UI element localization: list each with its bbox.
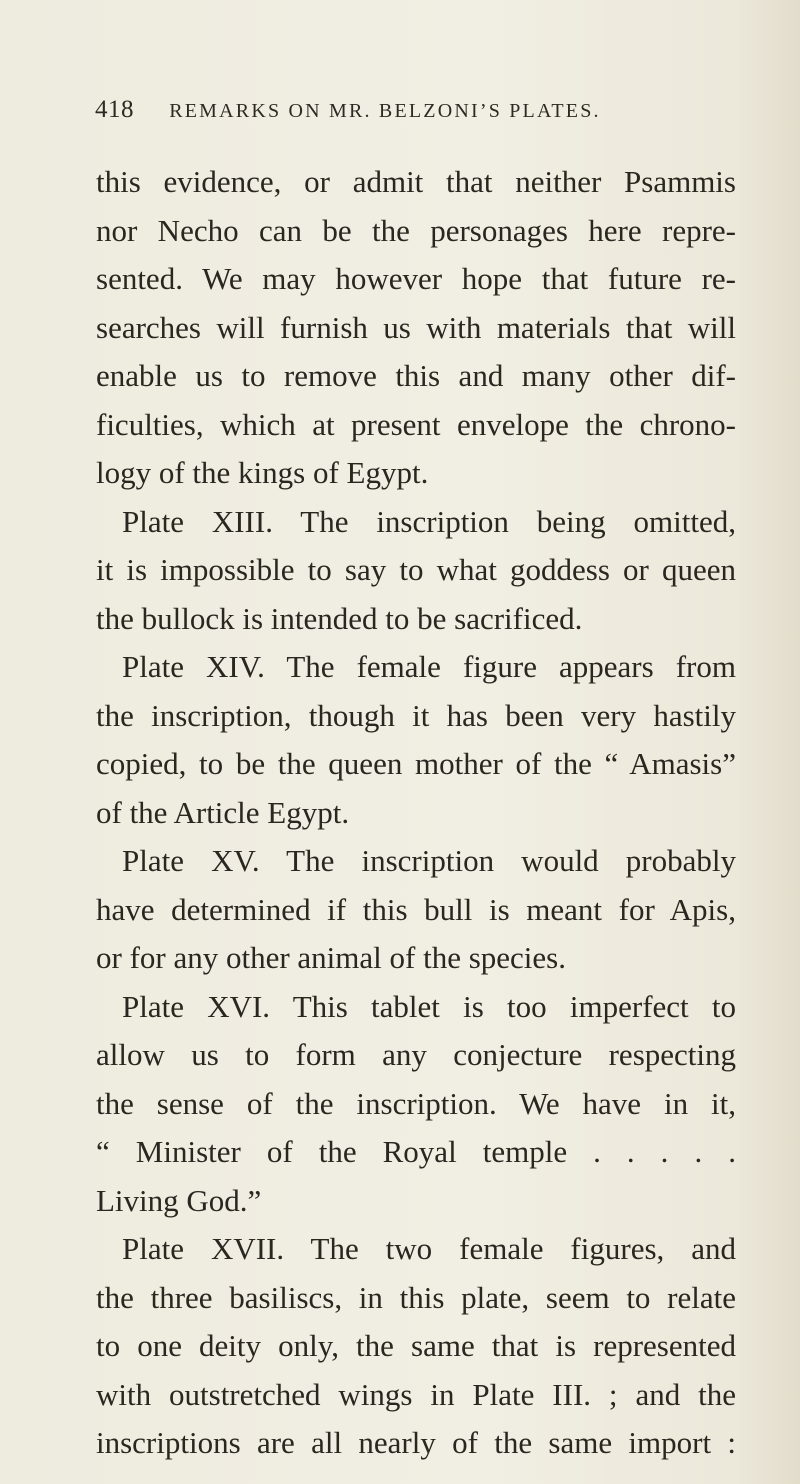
text-line: it is impossible to say to what goddess or queen bbox=[96, 552, 736, 587]
text-line: this evidence, or admit that neither Psammis bbox=[96, 164, 736, 199]
page-number: 418 bbox=[95, 96, 134, 123]
text-line: copied, to be the queen mother of the “ Amasis” bbox=[96, 746, 736, 781]
text-line: inscriptions are all nearly of the same import : bbox=[96, 1425, 736, 1460]
text-line: searches will furnish us with materials that will bbox=[96, 309, 736, 345]
running-title: REMARKS ON MR. BELZONI’S PLATES. bbox=[169, 100, 601, 122]
text-line: the three basiliscs, in this plate, seem to relate bbox=[96, 1279, 736, 1315]
text-line: allow us to form any conjecture respecting bbox=[96, 1037, 736, 1072]
running-header bbox=[95, 96, 735, 124]
body-text bbox=[96, 158, 736, 1468]
text-line: Living God.” bbox=[96, 1182, 262, 1218]
text-line: nor Necho can be the personages here repre- bbox=[96, 212, 736, 248]
text-line: have determined if this bull is meant for Apis, bbox=[96, 891, 736, 927]
text-line: Plate XVII. The two female figures, and bbox=[122, 1231, 736, 1266]
text-line: the bullock is intended to be sacrificed. bbox=[96, 600, 583, 636]
text-line: logy of the kings of Egypt. bbox=[96, 455, 429, 490]
text-line: sented. We may however hope that future re- bbox=[96, 261, 736, 296]
text-line: to one deity only, the same that is represented bbox=[96, 1328, 736, 1363]
text-line: with outstretched wings in Plate III. ; and the bbox=[96, 1376, 736, 1412]
text-line: Plate XVI. This tablet is too imperfect to bbox=[122, 988, 736, 1024]
text-line: the sense of the inscription. We have in it, bbox=[96, 1085, 736, 1121]
text-line: of the Article Egypt. bbox=[96, 794, 350, 830]
text-line: Plate XIV. The female figure appears from bbox=[122, 649, 736, 684]
text-line: or for any other animal of the species. bbox=[96, 940, 566, 975]
text-line: “ Minister of the Royal temple . . . . . bbox=[96, 1134, 736, 1169]
text-line: enable us to remove this and many other dif- bbox=[96, 358, 736, 393]
text-line: the inscription, though it has been very hastily bbox=[96, 697, 736, 733]
text-line: ficulties, which at present envelope the chrono- bbox=[96, 406, 736, 442]
text-line: Plate XIII. The inscription being omitted, bbox=[122, 503, 736, 539]
text-line: Plate XV. The inscription would probably bbox=[122, 843, 736, 878]
